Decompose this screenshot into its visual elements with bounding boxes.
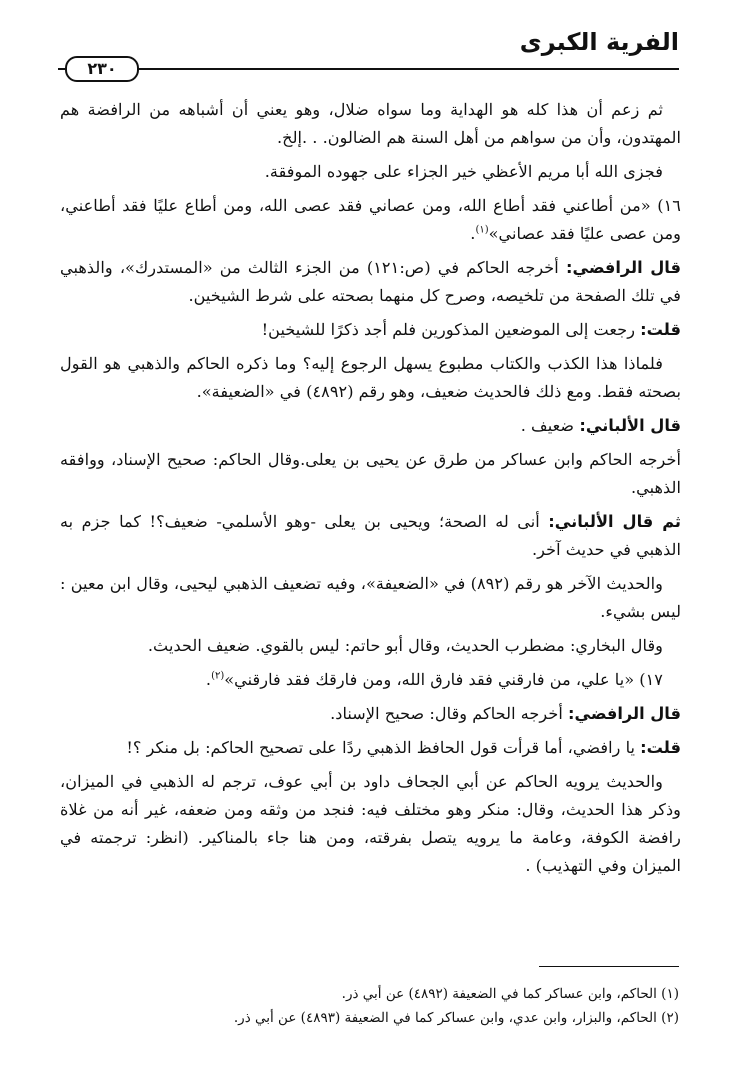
punct: . [470,224,476,243]
paragraph-text: أنى له الصحة؛ ويحيى بن يعلى -وهو الأسلمي- ضعيف؟! كما جزم به الذهبي في حديث آخر. [60,512,681,559]
paragraph [60,700,681,728]
footnote: (٢) الحاكم، والبزار، وابن عدي، وابن عساكر كما في الضعيفة (٤٨٩٣) عن أبي ذر. [233,1010,679,1026]
paragraph-text: يا رافضي، أما قرأت قول الحافظ الذهبي ردًا على تصحيح الحاكم: بل منكر ؟! [126,738,636,757]
paragraph-text: أخرجه الحاكم وقال: صحيح الإسناد. [330,704,563,723]
hadith-16 [60,192,681,248]
footnote-ref: (١) [475,224,489,236]
speaker-label: قلت: [640,738,681,757]
hadith-text: ١٧) «يا علي، من فارقني فقد فارق الله، ومن فارقك فقد فارقني» [224,670,663,689]
paragraph: والحديث يرويه الحاكم عن أبي الجحاف داود بن أبي عوف، ترجم له الذهبي في الميزان، وذكر هذا الحديث، وقال: منكر وهو مختلف فيه: فنجد من وثقه ومن ضعفه، غير أنه من غلاة رافضة الكوفة، وعامة ما يرويه يتصل بفرقته، ومن هنا جاء بالمناكير. (انظر: ترجمته في الميزان وفي التهذيب) . [60,772,681,875]
punct: . [205,670,212,689]
page-body [60,96,681,886]
paragraph-text: ضعيف . [520,416,575,435]
paragraph [60,508,681,564]
header-rule [58,68,679,70]
paragraph-text: أخرجه الحاكم في (ص:١٢١) من الجزء الثالث من «المستدرك»، والذهبي في تلك الصفحة من تلخيصه، وصرح كل منهما بصحته على شرط الشيخين. [60,258,681,305]
footnotes [60,982,679,1030]
speaker-label: ثم قال الألباني: [548,512,681,531]
page-number-badge: ٢٣٠ [65,56,139,82]
paragraph [60,254,681,310]
paragraph: فجزى الله أبا مريم الأعظي خير الجزاء على جهوده الموفقة. [264,162,663,181]
speaker-label: قال الرافضي: [567,704,681,723]
paragraph: أخرجه الحاكم وابن عساكر من طرق عن يحيى بن يعلى.وقال الحاكم: صحيح الإسناد، ووافقه الذهبي. [60,450,681,497]
paragraph: ثم زعم أن هذا كله هو الهداية وما سواه ضلال، وهو يعني أن أشباهه من الرافضة هم المهتدون، وأن من سواهم من أهل السنة هم الضالون. . .إلخ. [60,100,681,147]
hadith-17 [60,666,681,694]
paragraph [60,734,681,762]
paragraph [60,316,681,344]
speaker-label: قال الرافضي: [565,258,681,277]
footnote-ref: (٢) [211,670,225,682]
speaker-label: قلت: [640,320,681,339]
running-head-title: الفرية الكبرى [519,28,679,56]
speaker-label: قال الألباني: [579,416,681,435]
paragraph: والحديث الآخر هو رقم (٨٩٢) في «الضعيفة»، وفيه تضعيف الذهبي ليحيى، وقال ابن معين : ليس بشيء. [60,574,681,621]
footnote-separator [539,966,679,967]
hadith-text: ١٦) «من أطاعني فقد أطاع الله، ومن عصاني فقد عصى الله، ومن أطاع عليًا فقد أطاعني، ومن عصى عليًا فقد عصاني» [60,196,681,243]
paragraph: فلماذا هذا الكذب والكتاب مطبوع يسهل الرجوع إليه؟ وما ذكره الحاكم والذهبي هو القول بصحته فقط. ومع ذلك فالحديث ضعيف، وهو رقم (٤٨٩٢) في «الضعيفة». [60,354,681,401]
paragraph [60,412,681,440]
paragraph-text: رجعت إلى الموضعين المذكورين فلم أجد ذكرًا للشيخين! [261,320,636,339]
paragraph: وقال البخاري: مضطرب الحديث، وقال أبو حاتم: ليس بالقوي. ضعيف الحديث. [147,636,663,655]
footnote: (١) الحاكم، وابن عساكر كما في الضعيفة (٤٨٩٢) عن أبي ذر. [341,986,679,1002]
